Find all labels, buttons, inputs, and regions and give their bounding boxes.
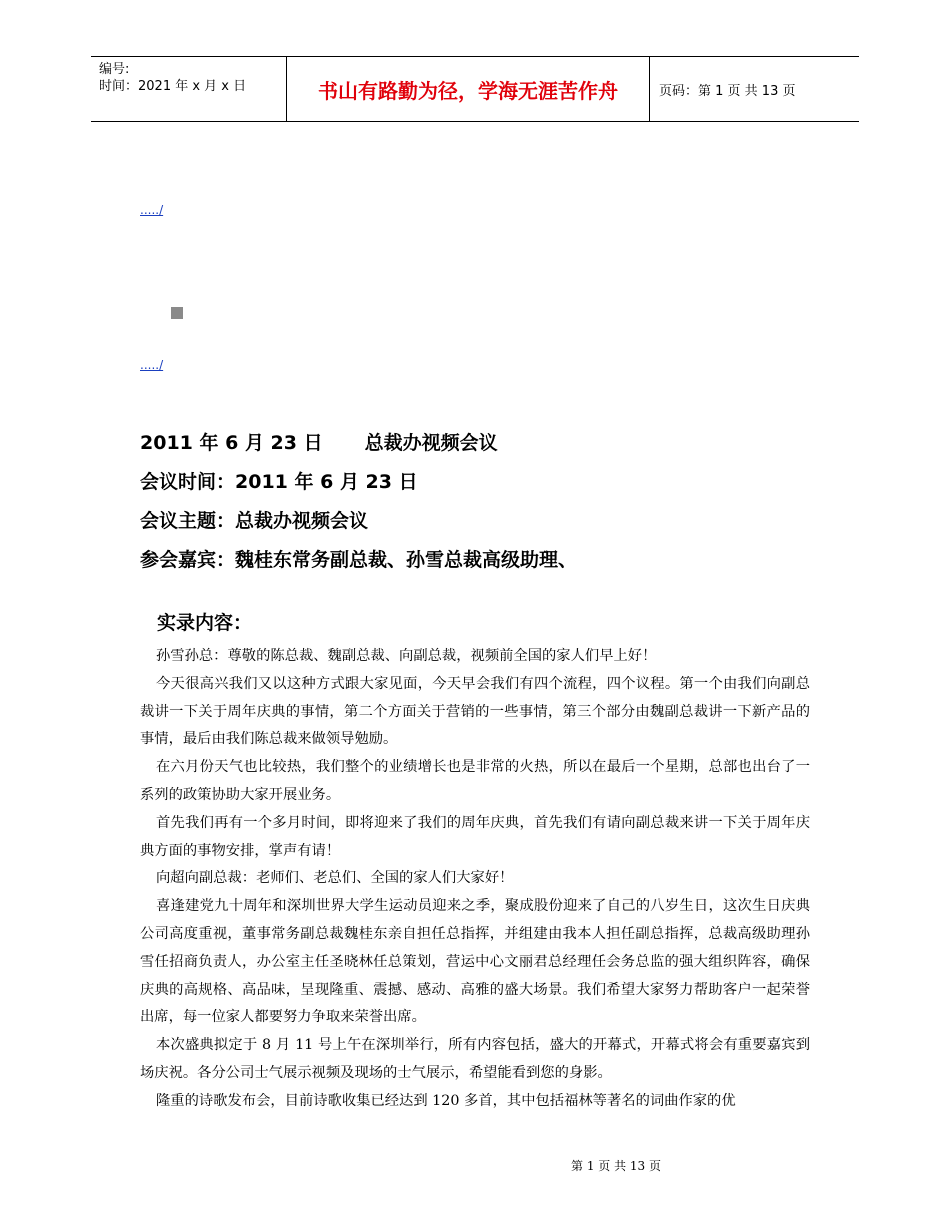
paragraph: 喜逢建党九十周年和深圳世界大学生运动员迎来之季，聚成股份迎来了自己的八岁生日，这次生日庆典公司高度重视，董事常务副总裁魏桂东亲自担任总指挥，并组建由我本人担任副总指挥，总裁高级助理孙雪任招商负责人，办公室主任圣晓林任总策划，营运中心文丽君总经理任会务总监的强大组织阵容，确保庆典的高规格、高品味，呈现隆重、震撼、感动、高雅的盛大场景。我们希望大家努力帮助客户一起荣誉出席，每一位家人都要努力争取来荣誉出席。 <box>140 898 810 1026</box>
paragraph: 隆重的诗歌发布会，目前诗歌收集已经达到 120 多首，其中包括福林等著名的词曲作家的优 <box>156 1092 736 1109</box>
paragraph: 本次盛典拟定于 8 月 11 号上午在深圳举行，所有内容包括，盛大的开幕式，开幕式将会有重要嘉宾到场庆祝。各分公司士气展示视频及现场的士气展示，希望能看到您的身影。 <box>140 1037 810 1081</box>
paragraph: 在六月份天气也比较热，我们整个的业绩增长也是非常的火热，所以在最后一个星期，总部也出台了一系列的政策协助大家开展业务。 <box>140 759 810 803</box>
paragraph: 今天很高兴我们又以这种方式跟大家见面，今天早会我们有四个流程，四个议程。第一个由我们向副总裁讲一下关于周年庆典的事情，第二个方面关于营销的一些事情，第三个部分由魏副总裁讲一下新产品的事情，最后由我们陈总裁来做领导勉励。 <box>140 675 810 748</box>
meeting-title-date: 2011 年 6 月 23 日 <box>140 432 323 454</box>
meeting-topic: 会议主题：总裁办视频会议 <box>140 510 369 532</box>
transcript-body <box>140 643 810 1116</box>
number-label: 编号: <box>99 62 130 77</box>
meeting-guests: 参会嘉宾：魏桂东常务副总裁、孙雪总裁高级助理、 <box>140 549 578 571</box>
meeting-title-name: 总裁办视频会议 <box>364 432 498 454</box>
page-footer: 第 1 页 共 13 页 <box>571 1159 661 1173</box>
paragraph: 首先我们再有一个多月时间，即将迎来了我们的周年庆典，首先我们有请向副总裁来讲一下关于周年庆典方面的事物安排，掌声有请！ <box>140 814 810 859</box>
meeting-time: 会议时间：2011 年 6 月 23 日 <box>140 471 418 493</box>
header-page-info: 页码：第 1 页 共 13 页 <box>659 83 796 99</box>
time-label: 时间：2021 年 x 月 x 日 <box>99 79 247 94</box>
header-meta <box>91 57 287 121</box>
dots-link-2[interactable]: ...../ <box>140 358 164 372</box>
page-header <box>91 56 859 122</box>
section-title: 实录内容： <box>157 612 253 634</box>
meeting-title <box>140 428 498 455</box>
dots-link-1[interactable]: ...../ <box>140 203 164 217</box>
paragraph: 孙雪孙总：尊敬的陈总裁、魏副总裁、向副总裁，视频前全国的家人们早上好！ <box>156 648 657 664</box>
header-motto: 书山有路勤为径，学海无涯苦作舟 <box>287 57 650 121</box>
paragraph: 向超向副总裁：老师们、老总们、全国的家人们大家好！ <box>156 870 514 887</box>
gray-square-bullet <box>171 307 183 319</box>
